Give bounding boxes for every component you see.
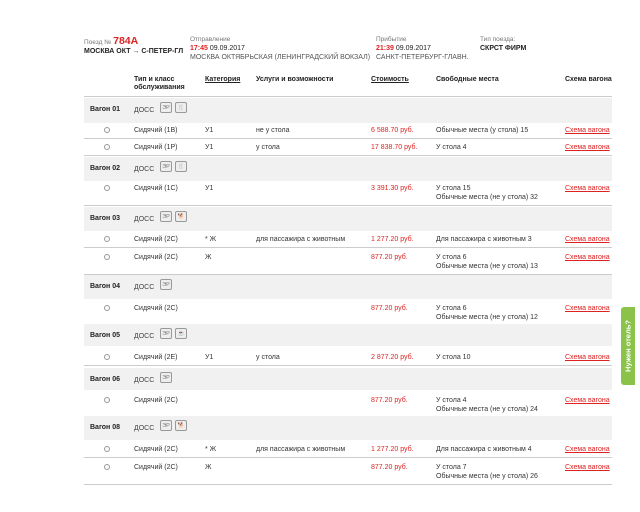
departure-station: МОСКВА ОКТЯБРЬСКАЯ (ЛЕНИНГРАДСКИЙ ВОКЗАЛ) [190, 54, 371, 61]
seat-radio[interactable] [104, 127, 110, 133]
seat-radio[interactable] [104, 185, 110, 191]
train-header [0, 0, 640, 60]
row-divider [84, 247, 612, 248]
er-badge-icon: ЭР [160, 279, 172, 290]
col-category[interactable]: Категория [205, 76, 241, 83]
col-class: Тип и класс обслуживания [134, 76, 185, 91]
seat-availability: Обычные места (не у стола) 13 [436, 263, 538, 270]
wagon-name: Вагон 08 [90, 424, 121, 431]
seat-price: 6 588.70 руб. [371, 127, 414, 134]
seat-price: 1 277.20 руб. [371, 446, 414, 453]
wagon-class: ДОСС [134, 107, 155, 114]
seat-availability: У стола 6 [436, 305, 467, 312]
row-divider [84, 205, 612, 206]
seat-availability: У стола 7 [436, 464, 467, 471]
wagon-name: Вагон 03 [90, 215, 121, 222]
col-services: Услуги и возможности [256, 76, 334, 83]
seat-type: Сидячий (1В) [134, 127, 178, 134]
seat-category: * Ж [205, 236, 217, 243]
row-divider [84, 484, 612, 485]
seat-type: Сидячий (1С) [134, 185, 178, 192]
seat-category: У1 [205, 354, 214, 361]
header-divider [84, 96, 612, 97]
seat-radio[interactable] [104, 464, 110, 470]
wagon-name: Вагон 05 [90, 332, 121, 339]
seat-category: * Ж [205, 446, 217, 453]
er-badge-icon: ЭР [160, 161, 172, 172]
seat-availability: У стола 10 [436, 354, 471, 361]
seat-type: Сидячий (2С) [134, 397, 178, 404]
col-scheme: Схема вагона [565, 76, 612, 83]
departure-label: Отправление [190, 36, 231, 43]
seat-availability: Обычные места (не у стола) 12 [436, 314, 538, 321]
seat-service: для пассажира с животным [256, 236, 346, 243]
seat-radio[interactable] [104, 305, 110, 311]
seat-price: 877.20 руб. [371, 254, 408, 261]
scheme-link[interactable]: Схема вагона [565, 185, 610, 192]
row-divider [84, 155, 612, 156]
seat-price: 877.20 руб. [371, 305, 408, 312]
seat-price: 2 877.20 руб. [371, 354, 414, 361]
seat-category: У1 [205, 127, 214, 134]
scheme-link[interactable]: Схема вагона [565, 446, 610, 453]
seat-type: Сидячий (2Е) [134, 354, 178, 361]
pet-icon: 🐕 [175, 211, 187, 222]
arrival-date: 09.09.2017 [395, 45, 431, 52]
er-badge-icon: ЭР [160, 328, 172, 339]
departure-block [190, 35, 370, 62]
seat-availability: Обычные места (у стола) 15 [436, 127, 529, 134]
cup-icon: ☕ [175, 328, 187, 339]
er-badge-icon: ЭР [160, 102, 172, 113]
arrival-station: САНКТ-ПЕТЕРБУРГ-ГЛАВН. [376, 54, 469, 61]
wagon-class: ДОСС [134, 425, 155, 432]
scheme-link[interactable]: Схема вагона [565, 354, 610, 361]
seat-type: Сидячий (2С) [134, 446, 178, 453]
seat-availability: Обычные места (не у стола) 32 [436, 194, 538, 201]
seat-availability: Обычные места (не у стола) 24 [436, 406, 538, 413]
hotel-side-tab[interactable] [621, 307, 635, 385]
train-type: СКРСТ ФИРМ [480, 45, 527, 52]
wagon-class: ДОСС [134, 216, 155, 223]
wagon-class: ДОСС [134, 377, 155, 384]
arrival-time: 21:39 [376, 45, 394, 52]
arrival-label: Прибытие [376, 36, 407, 43]
er-badge-icon: ЭР [160, 420, 172, 431]
seat-availability: У стола 4 [436, 144, 467, 151]
departure-date: 09.09.2017 [209, 45, 245, 52]
seat-availability: У стола 15 [436, 185, 471, 192]
train-type-label: Тип поезда: [480, 36, 516, 43]
seat-price: 17 838.70 руб. [371, 144, 418, 151]
seat-price: 877.20 руб. [371, 464, 408, 471]
seat-service: не у стола [256, 127, 290, 134]
food-icon: 🍴 [175, 102, 187, 113]
scheme-link[interactable]: Схема вагона [565, 464, 610, 471]
seat-radio[interactable] [104, 446, 110, 452]
wagon-name: Вагон 06 [90, 376, 121, 383]
arrival-block [376, 35, 469, 62]
seat-service: у стола [256, 354, 280, 361]
food-icon: 🍴 [175, 161, 187, 172]
seat-price: 1 277.20 руб. [371, 236, 414, 243]
scheme-link[interactable]: Схема вагона [565, 236, 610, 243]
row-divider [84, 138, 612, 139]
pet-icon: 🐕 [175, 420, 187, 431]
wagon-name: Вагон 04 [90, 283, 121, 290]
col-price[interactable]: Стоимость [371, 76, 409, 83]
wagon-class: ДОСС [134, 166, 155, 173]
seat-category: У1 [205, 144, 214, 151]
seat-radio[interactable] [104, 144, 110, 150]
scheme-link[interactable]: Схема вагона [565, 144, 610, 151]
seat-availability: У стола 6 [436, 254, 467, 261]
seat-price: 877.20 руб. [371, 397, 408, 404]
train-route: МОСКВА ОКТ → С-ПЕТЕР-ГЛ [84, 48, 184, 55]
wagon-name: Вагон 02 [90, 165, 121, 172]
train-number: 784А [113, 35, 139, 47]
seat-radio[interactable] [104, 236, 110, 242]
seat-radio[interactable] [104, 397, 110, 403]
seat-type: Сидячий (2С) [134, 305, 178, 312]
er-badge-icon: ЭР [160, 372, 172, 383]
er-badge-icon: ЭР [160, 211, 172, 222]
seat-category: У1 [205, 185, 214, 192]
wagon-class: ДОСС [134, 284, 155, 291]
col-seats: Свободные места [436, 76, 499, 83]
seat-radio[interactable] [104, 254, 110, 260]
departure-time: 17:45 [190, 45, 208, 52]
row-divider [84, 365, 612, 366]
seat-category: Ж [205, 254, 212, 261]
wagon-class: ДОСС [134, 333, 155, 340]
seat-type: Сидячий (2С) [134, 236, 178, 243]
seat-availability: У стола 4 [436, 397, 467, 404]
seat-radio[interactable] [104, 354, 110, 360]
train-type-block [480, 35, 526, 53]
train-number-block [84, 37, 183, 56]
seat-type: Сидячий (2С) [134, 254, 178, 261]
seat-service: для пассажира с животным [256, 446, 346, 453]
train-number-label: Поезд № [84, 39, 112, 46]
seat-price: 3 391.30 руб. [371, 185, 414, 192]
hotel-side-tab-label: Нужен отель? [623, 320, 633, 372]
row-divider [84, 457, 612, 458]
scheme-link[interactable]: Схема вагона [565, 397, 610, 404]
seat-availability: Для пассажира с животным 4 [436, 446, 532, 453]
seat-type: Сидячий (1Р) [134, 144, 178, 151]
scheme-link[interactable]: Схема вагона [565, 305, 610, 312]
seat-type: Сидячий (2С) [134, 464, 178, 471]
seat-category: Ж [205, 464, 212, 471]
scheme-link[interactable]: Схема вагона [565, 127, 610, 134]
wagon-name: Вагон 01 [90, 106, 121, 113]
seat-service: у стола [256, 144, 280, 151]
seat-availability: Для пассажира с животным 3 [436, 236, 532, 243]
scheme-link[interactable]: Схема вагона [565, 254, 610, 261]
seat-availability: Обычные места (не у стола) 26 [436, 473, 538, 480]
